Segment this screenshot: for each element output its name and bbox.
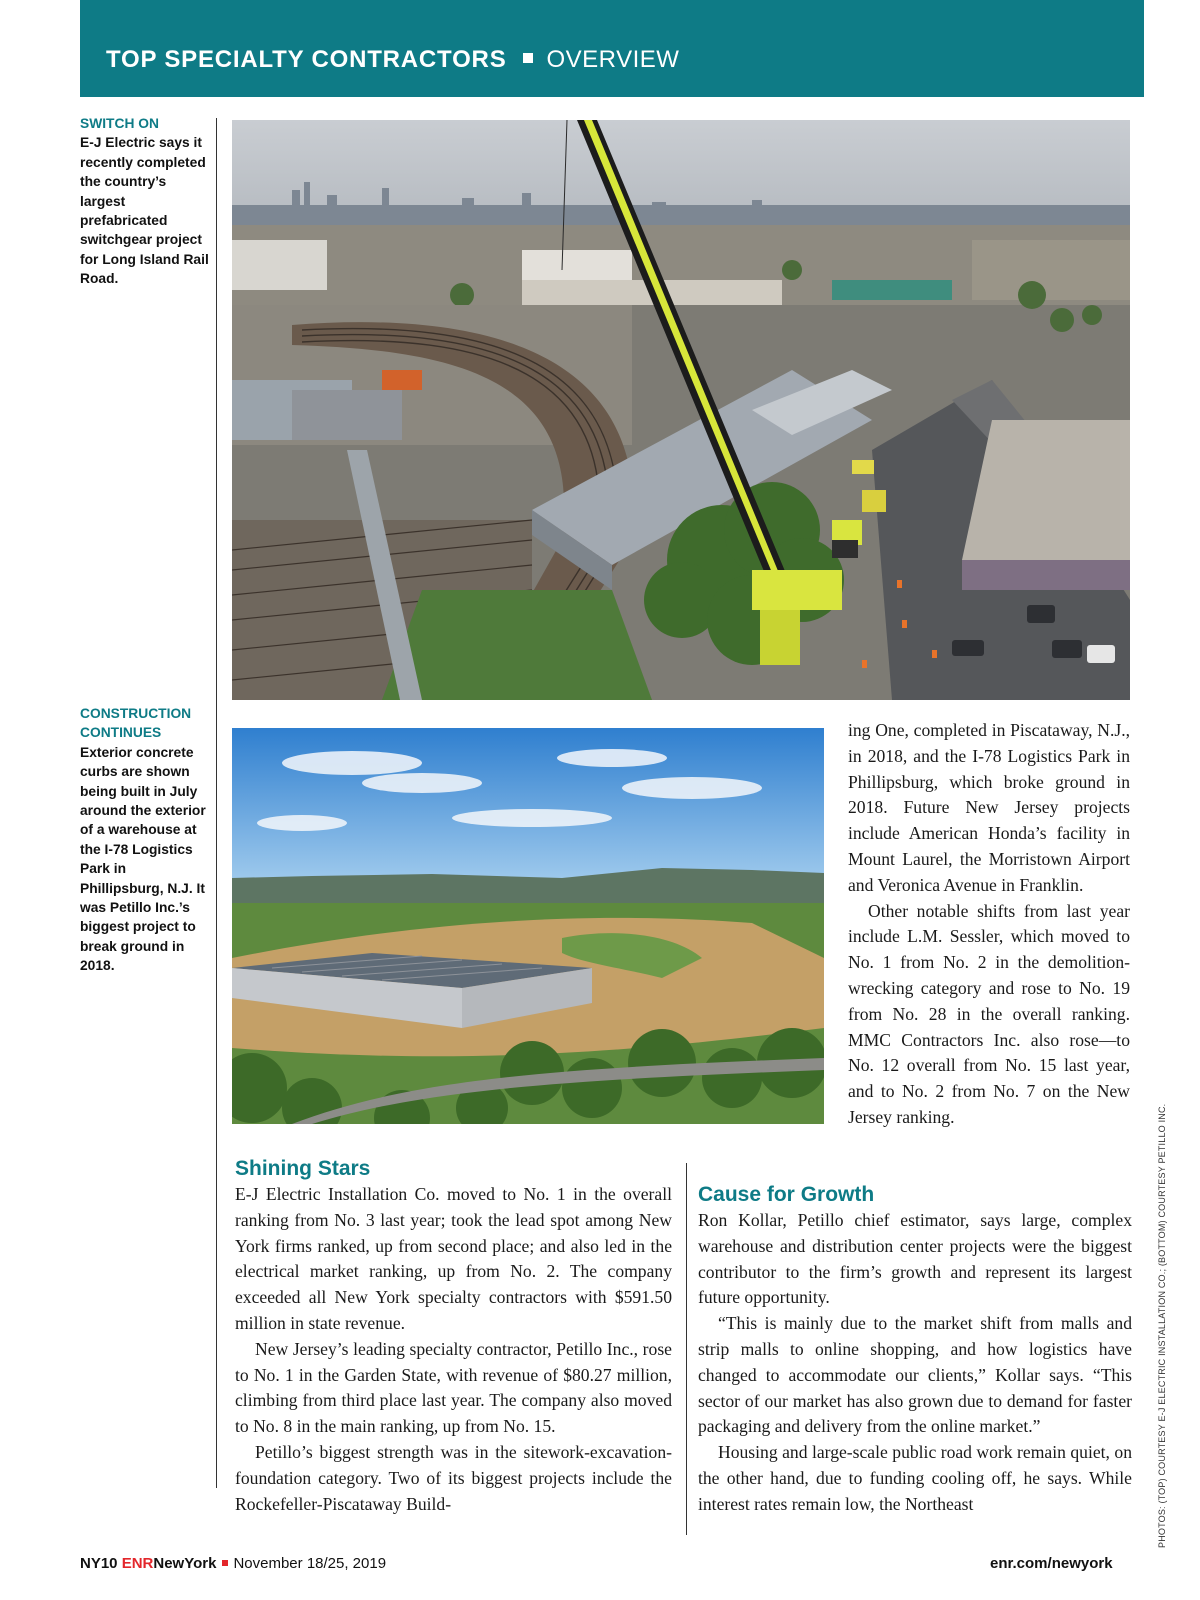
article-continued-column bbox=[848, 718, 1130, 1131]
photo-caption-bottom bbox=[80, 704, 210, 976]
section-banner bbox=[80, 0, 1144, 97]
article-paragraph: Housing and large-scale public road work remain quiet, on the other hand, due to funding cooling off, he says. While interest rates remain low, the Northeast bbox=[698, 1442, 1132, 1514]
section-subtitle: OVERVIEW bbox=[546, 46, 680, 73]
photo-logistics-park bbox=[232, 728, 824, 1124]
article-column-left bbox=[235, 1156, 672, 1517]
section-heading-shining-stars: Shining Stars bbox=[235, 1157, 371, 1180]
footer-left bbox=[80, 1555, 386, 1572]
article-column-right bbox=[698, 1182, 1132, 1518]
article-paragraph: ing One, completed in Piscataway, N.J., in 2018, and the I-78 Logistics Park in Phillipsburg, which broke ground in 2018. Future New Jersey projects include American Honda’s facility in Mount Laurel, the Morristown Airport and Veronica Avenue in Franklin. bbox=[848, 720, 1130, 895]
brand-newyork: NewYork bbox=[153, 1555, 217, 1572]
article-paragraph: E-J Electric Installation Co. moved to No. 1 in the overall ranking from No. 3 last year; took the lead spot among New York firms ranked, up from second place; and also led in the electrical market ranking, up from No. 2. The company exceeded all New York specialty contractors with $591.50 million in state revenue. bbox=[235, 1184, 672, 1333]
separator-square bbox=[523, 53, 533, 63]
caption-head: CONSTRUCTION CONTINUES bbox=[80, 706, 192, 741]
photo-credit: PHOTOS: (TOP) COURTESY E-J ELECTRIC INSTALLATION CO.; (BOTTOM) COURTESY PETILLO INC. bbox=[1157, 1103, 1167, 1548]
article-paragraph: New Jersey’s leading specialty contractor, Petillo Inc., rose to No. 1 in the Garden State, with revenue of $80.27 million, climbing from third place last year. The company also moved to No. 8 in the main ranking, up from No. 15. bbox=[235, 1338, 672, 1437]
photo-caption-top bbox=[80, 114, 210, 289]
footer-url[interactable]: enr.com/newyork bbox=[990, 1555, 1113, 1572]
section-heading-cause-for-growth: Cause for Growth bbox=[698, 1183, 875, 1206]
section-title: TOP SPECIALTY CONTRACTORS bbox=[106, 46, 507, 73]
separator-square bbox=[222, 1560, 228, 1566]
article-paragraph: Petillo’s biggest strength was in the sitework-excavation-foundation category. Two of its biggest projects include the Rockefeller-Piscataway Build- bbox=[235, 1441, 672, 1514]
caption-body: Exterior concrete curbs are shown being built in July around the exterior of a warehouse at the I-78 Logistics Park in Phillipsburg, N.J. It was Petillo Inc.’s biggest project to break ground in 2018. bbox=[80, 744, 206, 974]
column-rule bbox=[686, 1163, 687, 1535]
left-column-rule bbox=[216, 118, 217, 1488]
caption-body: E-J Electric says it recently completed the country’s largest prefabricated switchgear project for Long Island Rail Road. bbox=[80, 135, 209, 287]
brand-enr: ENR bbox=[121, 1555, 154, 1572]
photo-rail-yard-crane bbox=[232, 120, 1130, 700]
caption-head: SWITCH ON bbox=[80, 116, 159, 131]
article-paragraph: “This is mainly due to the market shift from malls and strip malls to online shopping, and how logistics have changed to accommodate our clients,” Kollar says. “This sector of our market has also grown due to demand for faster packaging and delivery from the online market.” bbox=[698, 1313, 1132, 1437]
issue-date: November 18/25, 2019 bbox=[233, 1555, 387, 1572]
article-paragraph: Other notable shifts from last year include L.M. Sessler, which moved to No. 1 from No. 2 in the demolition-wrecking category and rose to No. 19 from No. 28 in the overall ranking. MMC Contractors Inc. also rose—to No. 12 overall from No. 15 last year, and to No. 2 from No. 7 on the New Jersey ranking. bbox=[848, 900, 1130, 1127]
page-number: NY10 bbox=[80, 1555, 118, 1572]
article-paragraph: Ron Kollar, Petillo chief estimator, says large, complex warehouse and distribution center projects were the biggest contributor to the firm’s growth and represent its largest future opportunity. bbox=[698, 1210, 1132, 1308]
